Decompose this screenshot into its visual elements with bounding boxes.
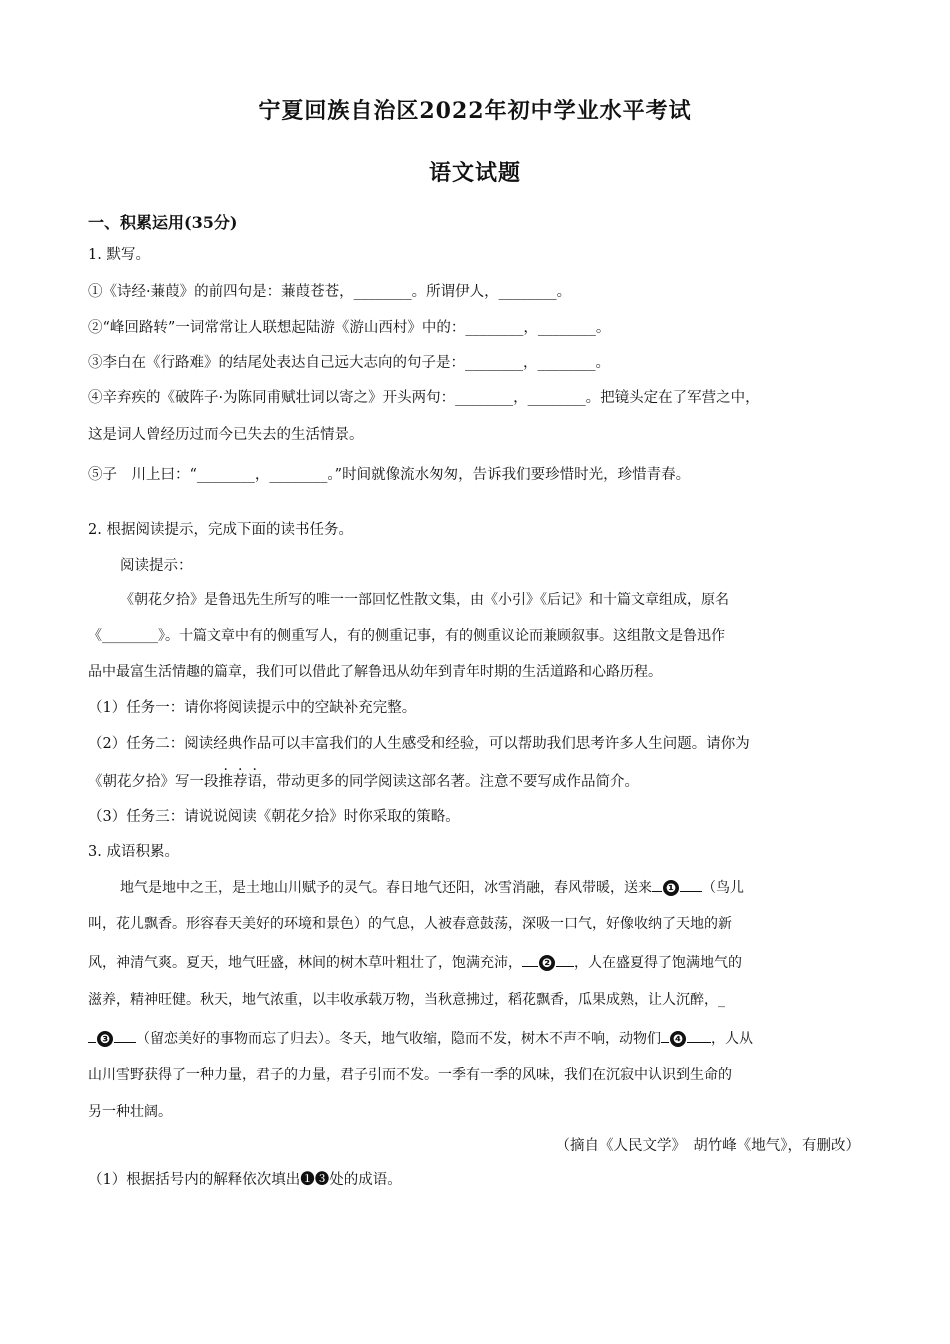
q3-para-line-6: 山川雪野获得了一种力量，君子的力量，君子引而不发。一季有一季的风味，我们在沉寂中认识到生命的 <box>88 1067 732 1083</box>
q3-para-line-2: 叫，花儿飘香。形容春天美好的环境和景色）的气息，人被春意鼓荡，深吸一口气，好像收纳了天地的新 <box>88 916 732 932</box>
blank-marker-4: ❹ <box>670 1031 686 1047</box>
q3-sub1 <box>88 1170 868 1190</box>
q3-sub1-post: 处的成语。 <box>329 1172 402 1188</box>
q2-task2-pre: 《朝花夕拾》写一段 <box>88 774 219 790</box>
q1-stem: 1. 默写。 <box>88 247 150 263</box>
q1-item-5: ⑤子 川上曰：“________，________。”时间就像流水匆匆，告诉我们要珍惜时光，珍惜青春。 <box>88 467 691 483</box>
q3-text: 地气是地中之王，是土地山川赋予的灵气。春日地气还阳，冰雪消融，春风带暖，送来 <box>120 880 652 896</box>
q3-para-line-1 <box>120 877 868 898</box>
section-heading: 一、积累运用(35分) <box>88 213 238 232</box>
emphasis-char: 荐 <box>233 774 248 790</box>
q3-para-line-3 <box>88 952 868 973</box>
q2-task2-emphasis <box>219 774 263 790</box>
q2-task2-line1: （2）任务二：阅读经典作品可以丰富我们的人生感受和经验，可以帮助我们思考许多人生问题。请你为 <box>88 736 750 752</box>
blank-marker-3: ❸ <box>97 1031 113 1047</box>
q3-text: ，人从 <box>711 1031 753 1047</box>
q2-task2-post: ，带动更多的同学阅读这部名著。注意不要写成作品简介。 <box>262 774 639 790</box>
q1-item-3: ③李白在《行路难》的结尾处表达自己远大志向的句子是：________，________。 <box>88 355 610 371</box>
q1-item-4-cont: 这是词人曾经历过而今已失去的生活情景。 <box>88 427 364 443</box>
q2-task3: （3）任务三：请说说阅读《朝花夕拾》时你采取的策略。 <box>88 809 460 825</box>
exam-title: 宁夏回族自治区2022年初中学业水平考试 <box>258 98 692 124</box>
q3-sub1-markers: ❶❸ <box>300 1172 330 1188</box>
q2-hint-line-3: 品中最富生活情趣的篇章，我们可以借此了解鲁迅从幼年到青年时期的生活道路和心路历程。 <box>88 664 662 680</box>
q3-stem: 3. 成语积累。 <box>88 844 179 860</box>
q3-text: 风，神清气爽。夏天，地气旺盛，林间的树木草叶粗壮了，饱满充沛， <box>88 955 522 971</box>
q2-stem: 2. 根据阅读提示，完成下面的读书任务。 <box>88 522 353 538</box>
blank-marker-1: ❶ <box>663 880 679 896</box>
q1-item-1: ①《诗经·蒹葭》的前四句是：蒹葭苍苍，________。所谓伊人，________。 <box>88 284 572 300</box>
q2-task1: （1）任务一：请你将阅读提示中的空缺补充完整。 <box>88 700 417 716</box>
blank-marker-2: ❷ <box>539 955 555 971</box>
q3-text: ，人在盛夏得了饱满地气的 <box>574 955 742 971</box>
q3-para-line-7: 另一种壮阔。 <box>88 1104 172 1120</box>
q1-item-4: ④辛弃疾的《破阵子·为陈同甫赋壮词以寄之》开头两句：________，________。把镜头定在了军营之中， <box>88 390 760 406</box>
q3-sub1-pre: （1）根据括号内的解释依次填出 <box>88 1172 301 1188</box>
q2-hint-label: 阅读提示： <box>120 558 193 574</box>
emphasis-char: 语 <box>247 774 262 790</box>
emphasis-char: 推 <box>218 774 233 790</box>
q3-text: （鸟儿 <box>702 880 744 896</box>
q2-task2-line2 <box>88 772 868 792</box>
exam-subtitle: 语文试题 <box>428 160 521 186</box>
q2-hint-line-1: 《朝花夕拾》是鲁迅先生所写的唯一一部回忆性散文集，由《小引》《后记》和十篇文章组成，原名 <box>120 592 729 608</box>
q3-para-line-5 <box>88 1028 868 1049</box>
q1-item-2: ②“峰回路转”一词常常让人联想起陆游《游山西村》中的：________，________。 <box>88 320 611 336</box>
q3-para-line-4: 滋养，精神旺健。秋天，地气浓重，以丰收承载万物，当秋意拂过，稻花飘香，瓜果成熟，让人沉醉，_ <box>88 992 725 1008</box>
q3-text: （留恋美好的事物而忘了归去）。冬天，地气收缩，隐而不发，树木不声不响，动物们 <box>136 1031 661 1047</box>
q3-source: （摘自《人民文学》 胡竹峰《地气》，有删改） <box>555 1138 860 1154</box>
q2-hint-line-2: 《________》。十篇文章中有的侧重写人，有的侧重记事，有的侧重议论而兼顾叙事。这组散文是鲁迅作 <box>88 628 725 644</box>
